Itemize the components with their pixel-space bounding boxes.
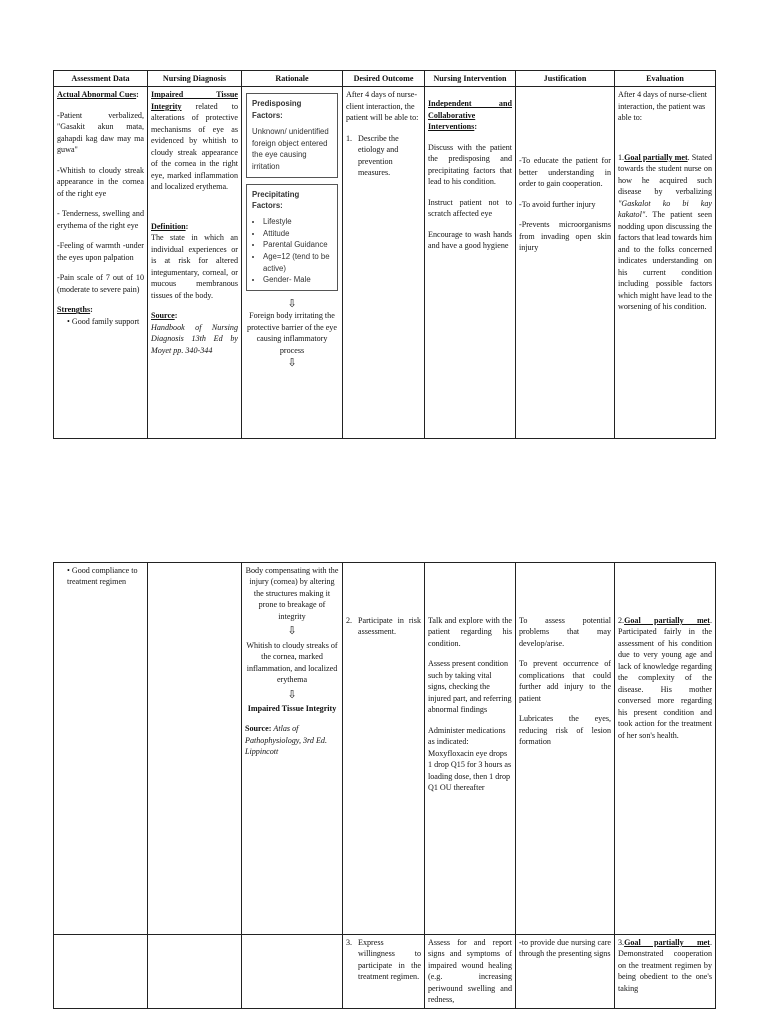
header-assessment-data: Assessment Data <box>54 71 148 87</box>
header-evaluation: Evaluation <box>615 71 716 87</box>
rationale-text: Whitish to cloudy streaks of the cornea, marked inflammation, and localized erythema <box>246 640 338 685</box>
evaluation-intro: After 4 days of nurse-client interaction, the patient was able to: <box>618 90 707 123</box>
outcome-number: 3. <box>346 938 353 947</box>
precipitating-title: Precipitating Factors: <box>252 189 300 211</box>
outcome-number: 2. <box>346 616 353 625</box>
table-header-row <box>54 71 716 87</box>
rationale-cell <box>242 563 343 935</box>
predisposing-factors-box <box>246 93 338 177</box>
table-row <box>54 563 716 935</box>
source-text: Atlas of Pathophysiology, 3rd Ed. Lippincott <box>245 724 327 757</box>
strength-item: • Good family support <box>67 316 144 327</box>
goal-status: Goal partially met <box>624 616 710 625</box>
source-colon: : <box>174 311 178 321</box>
justification-item: -To avoid further injury <box>519 199 596 209</box>
justification-item: -Prevents microorganisms from invading open skin injury <box>519 220 611 253</box>
evaluation-number: 1. <box>618 152 625 162</box>
precipitating-item: • Parental Guidance <box>263 239 332 251</box>
outcome-item <box>346 615 421 638</box>
evaluation-text: . Demonstrated cooperation on the treatment regimen by being obedient to the one's taking <box>618 938 712 993</box>
strength-item: • Good compliance to treatment regimen <box>67 565 144 588</box>
goal-status: Goal partially met <box>624 938 710 947</box>
header-desired-outcome: Desired Outcome <box>343 71 425 87</box>
down-arrow-icon: ⇩ <box>287 687 297 701</box>
source-heading: Source <box>245 724 269 734</box>
diagnosis-cell <box>148 935 242 1009</box>
outcome-text: Describe the etiology and prevention measures. <box>358 133 399 178</box>
header-nursing-diagnosis: Nursing Diagnosis <box>148 71 242 87</box>
intervention-item: Administer medications as indicated: Moxyfloxacin eye drops 1 drop Q15 for 3 hours as loading dose, then 1 drop Q1 OU thereafter <box>428 725 512 793</box>
rationale-result: Impaired Tissue Integrity <box>247 703 337 713</box>
header-nursing-intervention: Nursing Intervention <box>425 71 516 87</box>
outcome-item <box>346 133 421 179</box>
goal-status: Goal partially met <box>624 152 688 162</box>
precipitating-item: • Gender- Male <box>263 274 332 286</box>
justification-item: Lubricates the eyes, reducing risk of lesion formation <box>519 714 611 747</box>
evaluation-text: . The patient seen nodding upon discussing the factors that lead towards him and to the folks concerned indicates understanding on his current condition including possible factors which might have lead to the worsening of his condition. <box>618 210 712 312</box>
interventions-heading: Independent and Collaborative Interventions <box>428 99 512 132</box>
evaluation-number: 3. <box>618 938 625 947</box>
intervention-cell <box>425 87 516 439</box>
table-row <box>54 935 716 1009</box>
intervention-item: Assess present condition such by taking vital signs, checking the injured part, and referring abnormal findings <box>428 659 512 715</box>
down-arrow-icon: ⇩ <box>287 624 297 638</box>
outcome-item <box>346 937 421 983</box>
diagnosis-title: Impaired Tissue Integrity <box>151 90 238 111</box>
nursing-care-plan-table-1 <box>53 70 716 439</box>
cue-item: -Feeling of warmth -under the eyes upon palpation <box>57 241 144 262</box>
justification-cell <box>516 563 615 935</box>
evaluation-cell <box>615 935 716 1009</box>
precipitating-item: • Lifestyle <box>263 216 332 228</box>
intervention-item: Instruct patient not to scratch affected eye <box>428 197 512 219</box>
cue-item: -Pain scale of 7 out of 10 (moderate to severe pain) <box>57 273 144 294</box>
cue-item: - Tenderness, swelling and erythema of the right eye <box>57 209 144 230</box>
source-text: Handbook of Nursing Diagnosis 13th Ed by Moyet pp. 340-344 <box>151 322 238 355</box>
intervention-cell <box>425 935 516 1009</box>
abnormal-cues-colon: : <box>136 90 139 100</box>
outcome-text: Express willingness to participate in the treatment regimen. <box>358 938 421 982</box>
strengths-colon: : <box>90 305 93 315</box>
definition-text: The state in which an individual experiences or is at risk for altered integumentary, corneal, or mucous membranous tissues of the body. <box>151 233 238 300</box>
definition-heading: Definition <box>151 221 186 231</box>
justification-item: -To educate the patient for better understanding in order to gain cooperation. <box>519 156 611 189</box>
intervention-item: Assess for and report signs and symptoms of impaired wound healing (e.g. increasing periwound swelling and redness, <box>428 938 512 1005</box>
definition-colon: : <box>185 221 189 231</box>
evaluation-text: . Stated towards the student nurse on how he acquired such disease by verbalizing <box>618 152 713 197</box>
evaluation-text: . Participated fairly in the assessment of his condition due to very young age and lack of knowledge regarding the complexity of the disease. His mother conversed more regarding his present condition and took action for the treatment of her son's health. <box>618 616 712 740</box>
precipitating-item: • Attitude <box>263 228 332 240</box>
desired-outcome-cell <box>343 563 425 935</box>
rationale-cell <box>242 935 343 1009</box>
precipitating-item: • Age=12 (tend to be active) <box>263 251 332 274</box>
diagnosis-cell <box>148 87 242 439</box>
interventions-colon: : <box>474 122 478 132</box>
intervention-item: Talk and explore with the patient regarding his condition. <box>428 616 512 648</box>
cue-item: -Whitish to cloudy streak appearance in the cornea of the right eye <box>57 165 144 198</box>
assessment-cell <box>54 935 148 1009</box>
source-heading: Source <box>151 311 175 321</box>
evaluation-number: 2. <box>618 616 625 625</box>
justification-item: To prevent occurrence of complications that could further add injury to the patient <box>519 659 611 703</box>
desired-outcome-cell <box>343 935 425 1009</box>
strengths-heading: Strengths <box>57 305 91 315</box>
predisposing-title: Predisposing Factors: <box>252 99 302 121</box>
cue-item: -Patient verbalized, "Gasakit akun mata, gahapdi kag daw may ma guwa" <box>57 110 144 155</box>
evaluation-cell <box>615 563 716 935</box>
evaluation-cell <box>615 87 716 439</box>
outcome-number: 1. <box>346 133 353 143</box>
rationale-cell <box>242 87 343 439</box>
table-row <box>54 87 716 439</box>
justification-item: -to provide due nursing care through the presenting signs <box>519 938 611 959</box>
rationale-text: Foreign body irritating the protective barrier of the eye causing inflammatory process <box>247 311 337 355</box>
intervention-item: Discuss with the patient the predisposing and precipitating factors that lead to his condition. <box>428 142 512 187</box>
down-arrow-icon: ⇩ <box>287 356 297 370</box>
nursing-care-plan-table-2 <box>53 562 716 1009</box>
outcome-intro: After 4 days of nurse-client interaction, the patient will be able to: <box>346 90 419 123</box>
outcome-text: Participate in risk assessment. <box>358 616 421 637</box>
justification-cell <box>516 935 615 1009</box>
precipitating-factors-box <box>246 184 338 292</box>
header-justification: Justification <box>516 71 615 87</box>
header-rationale: Rationale <box>242 71 343 87</box>
intervention-item: Encourage to wash hands and have a good hygiene <box>428 229 512 251</box>
diagnosis-cell <box>148 563 242 935</box>
predisposing-text: Unknown/ unidentified foreign object entered the eye causing irritation <box>252 126 329 171</box>
abnormal-cues-heading: Actual Abnormal Cues <box>57 90 137 100</box>
desired-outcome-cell <box>343 87 425 439</box>
rationale-text: Body compensating with the injury (cornea) by altering the structures making it prone to breakage of integrity <box>245 566 339 621</box>
diagnosis-text: related to alterations of protective mechanisms of eye as evidenced by whitish to cloudy streak appearance of the cornea in the right eye, marked inflammation and localized erythema. <box>151 101 238 192</box>
intervention-cell <box>425 563 516 935</box>
justification-item: To assess potential problems that may develop/arise. <box>519 616 611 648</box>
patient-quote: "Gaskalot ko bi kay kakatol" <box>618 198 712 220</box>
justification-cell <box>516 87 615 439</box>
source-colon: : <box>268 724 272 734</box>
assessment-cell <box>54 563 148 935</box>
down-arrow-icon: ⇩ <box>287 297 297 311</box>
assessment-cell <box>54 87 148 439</box>
